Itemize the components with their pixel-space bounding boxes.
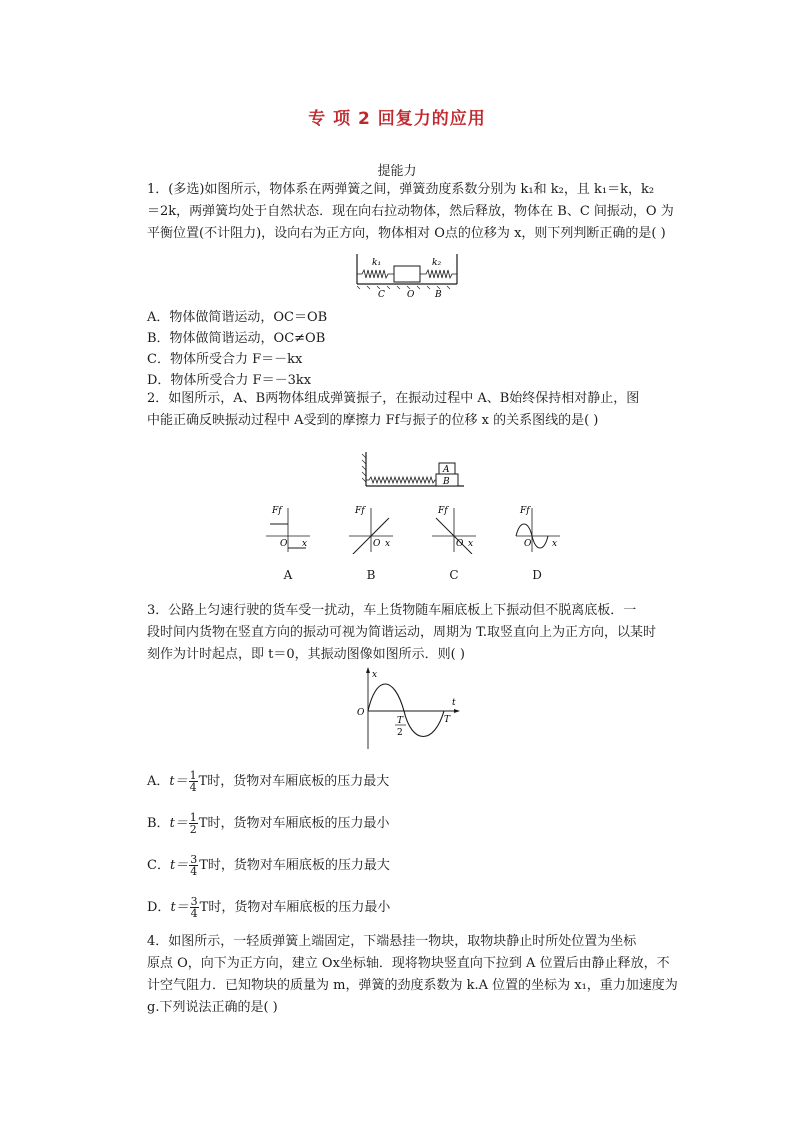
half-period-den: 2 — [397, 728, 403, 738]
origin-label: O — [524, 539, 532, 549]
half-period-num: T — [397, 716, 404, 726]
axis-label-ff: Ff — [520, 506, 530, 516]
q3-option-c: C．t＝ $\frac{3}{4}$ T时，货物对车厢底板的压力最大 — [147, 853, 390, 878]
q3-option-b: B．t＝ $\frac{1}{2}$ T时，货物对车厢底板的压力最小 — [147, 811, 390, 836]
block-b-label: B — [443, 477, 450, 487]
q1-option-d: D．物体所受合力 F＝－3kx — [147, 373, 312, 388]
origin-label: O — [280, 539, 288, 549]
q4-line-1: 4．如图所示，一轻质弹簧上端固定，下端悬挂一物块，取物块静止时所处位置为坐标 — [147, 934, 637, 949]
k2-label: k₂ — [432, 258, 442, 268]
axis-label-x: x — [468, 539, 474, 549]
q1-line-2: ＝2k，两弹簧均处于自然状态．现在向右拉动物体，然后释放，物体在 B、C 间振动，O 为 — [147, 204, 674, 219]
q2-graph-label-c: C — [449, 568, 459, 582]
q2-graph-d — [512, 502, 564, 554]
axis-label-x: x — [385, 539, 391, 549]
q3-line-2: 段时间内货物在竖直方向的振动可视为简谐运动，周期为 T.取竖直向上为正方向，以某时 — [147, 625, 657, 640]
axis-label-ff: Ff — [355, 506, 365, 516]
q1-option-b: B．物体做简谐运动，OC≠OB — [147, 331, 326, 346]
q2-graph-a — [262, 502, 314, 554]
axis-label-t: t — [452, 698, 456, 708]
axis-label-x: x — [302, 539, 308, 549]
q2-line-2: 中能正确反映振动过程中 A受到的摩擦力 Ff与振子的位移 x 的关系图线的是( ) — [147, 413, 599, 428]
q2-graph-label-a: A — [283, 568, 293, 582]
q2-line-1: 2．如图所示，A、B两物体组成弹簧振子，在振动过程中 A、B始终保持相对静止，图 — [147, 391, 640, 406]
q3-option-d: D．t＝ $\frac{3}{4}$ T时，货物对车厢底板的压力最小 — [147, 895, 391, 920]
k1-label: k₁ — [372, 258, 382, 268]
axis-label-ff: Ff — [272, 506, 282, 516]
point-c-label: C — [378, 290, 385, 300]
q3-line-1: 3．公路上匀速行驶的货车受一扰动，车上货物随车厢底板上下振动但不脱离底板．一 — [147, 603, 637, 618]
q2-oscillator-figure — [360, 450, 470, 490]
axis-label-x-disp: x — [372, 670, 378, 680]
origin-label: O — [373, 539, 381, 549]
section-heading: 提能力 — [377, 164, 417, 179]
q3-option-a: A．t＝ $\frac{1}{4}$ T时，货物对车厢底板的压力最大 — [147, 769, 390, 794]
q1-line-1: 1．(多选)如图所示，物体系在两弹簧之间，弹簧劲度系数分别为 k₁和 k₂，且 k₁＝k，k₂ — [147, 182, 655, 197]
point-o-label: O — [407, 290, 415, 300]
axis-label-x: x — [552, 539, 558, 549]
q4-line-4: g.下列说法正确的是( ) — [147, 1000, 278, 1015]
period-label: T — [444, 715, 451, 725]
q1-spring-figure — [352, 252, 462, 300]
q1-line-3: 平衡位置(不计阻力)，设向右为正方向，物体相对 O点的位移为 x，则下列判断正确的是( ) — [147, 226, 666, 241]
q2-graph-b — [345, 502, 397, 554]
origin-label: O — [456, 539, 464, 549]
q1-option-a: A．物体做简谐运动，OC＝OB — [147, 310, 328, 325]
block-a-label: A — [443, 465, 450, 475]
axis-label-ff: Ff — [438, 506, 448, 516]
q2-graph-c — [428, 502, 480, 554]
page-title: 专 项 2 回复力的应用 — [308, 109, 486, 129]
q1-option-c: C．物体所受合力 F＝－kx — [147, 352, 303, 367]
q4-line-2: 原点 O，向下为正方向，建立 Ox坐标轴．现将物块竖直向下拉到 A 位置后由静止释放，不 — [147, 956, 670, 971]
origin-label: O — [357, 708, 365, 718]
q3-vibration-graph — [354, 665, 466, 751]
q3-line-3: 刻作为计时起点，即 t＝0，其振动图像如图所示．则( ) — [147, 647, 465, 662]
q2-graph-label-d: D — [532, 568, 542, 582]
q4-line-3: 计空气阻力．已知物块的质量为 m，弹簧的劲度系数为 k.A 位置的坐标为 x₁，重力加速度为 — [147, 978, 678, 993]
q2-graph-label-b: B — [366, 568, 376, 582]
point-b-label: B — [435, 290, 442, 300]
